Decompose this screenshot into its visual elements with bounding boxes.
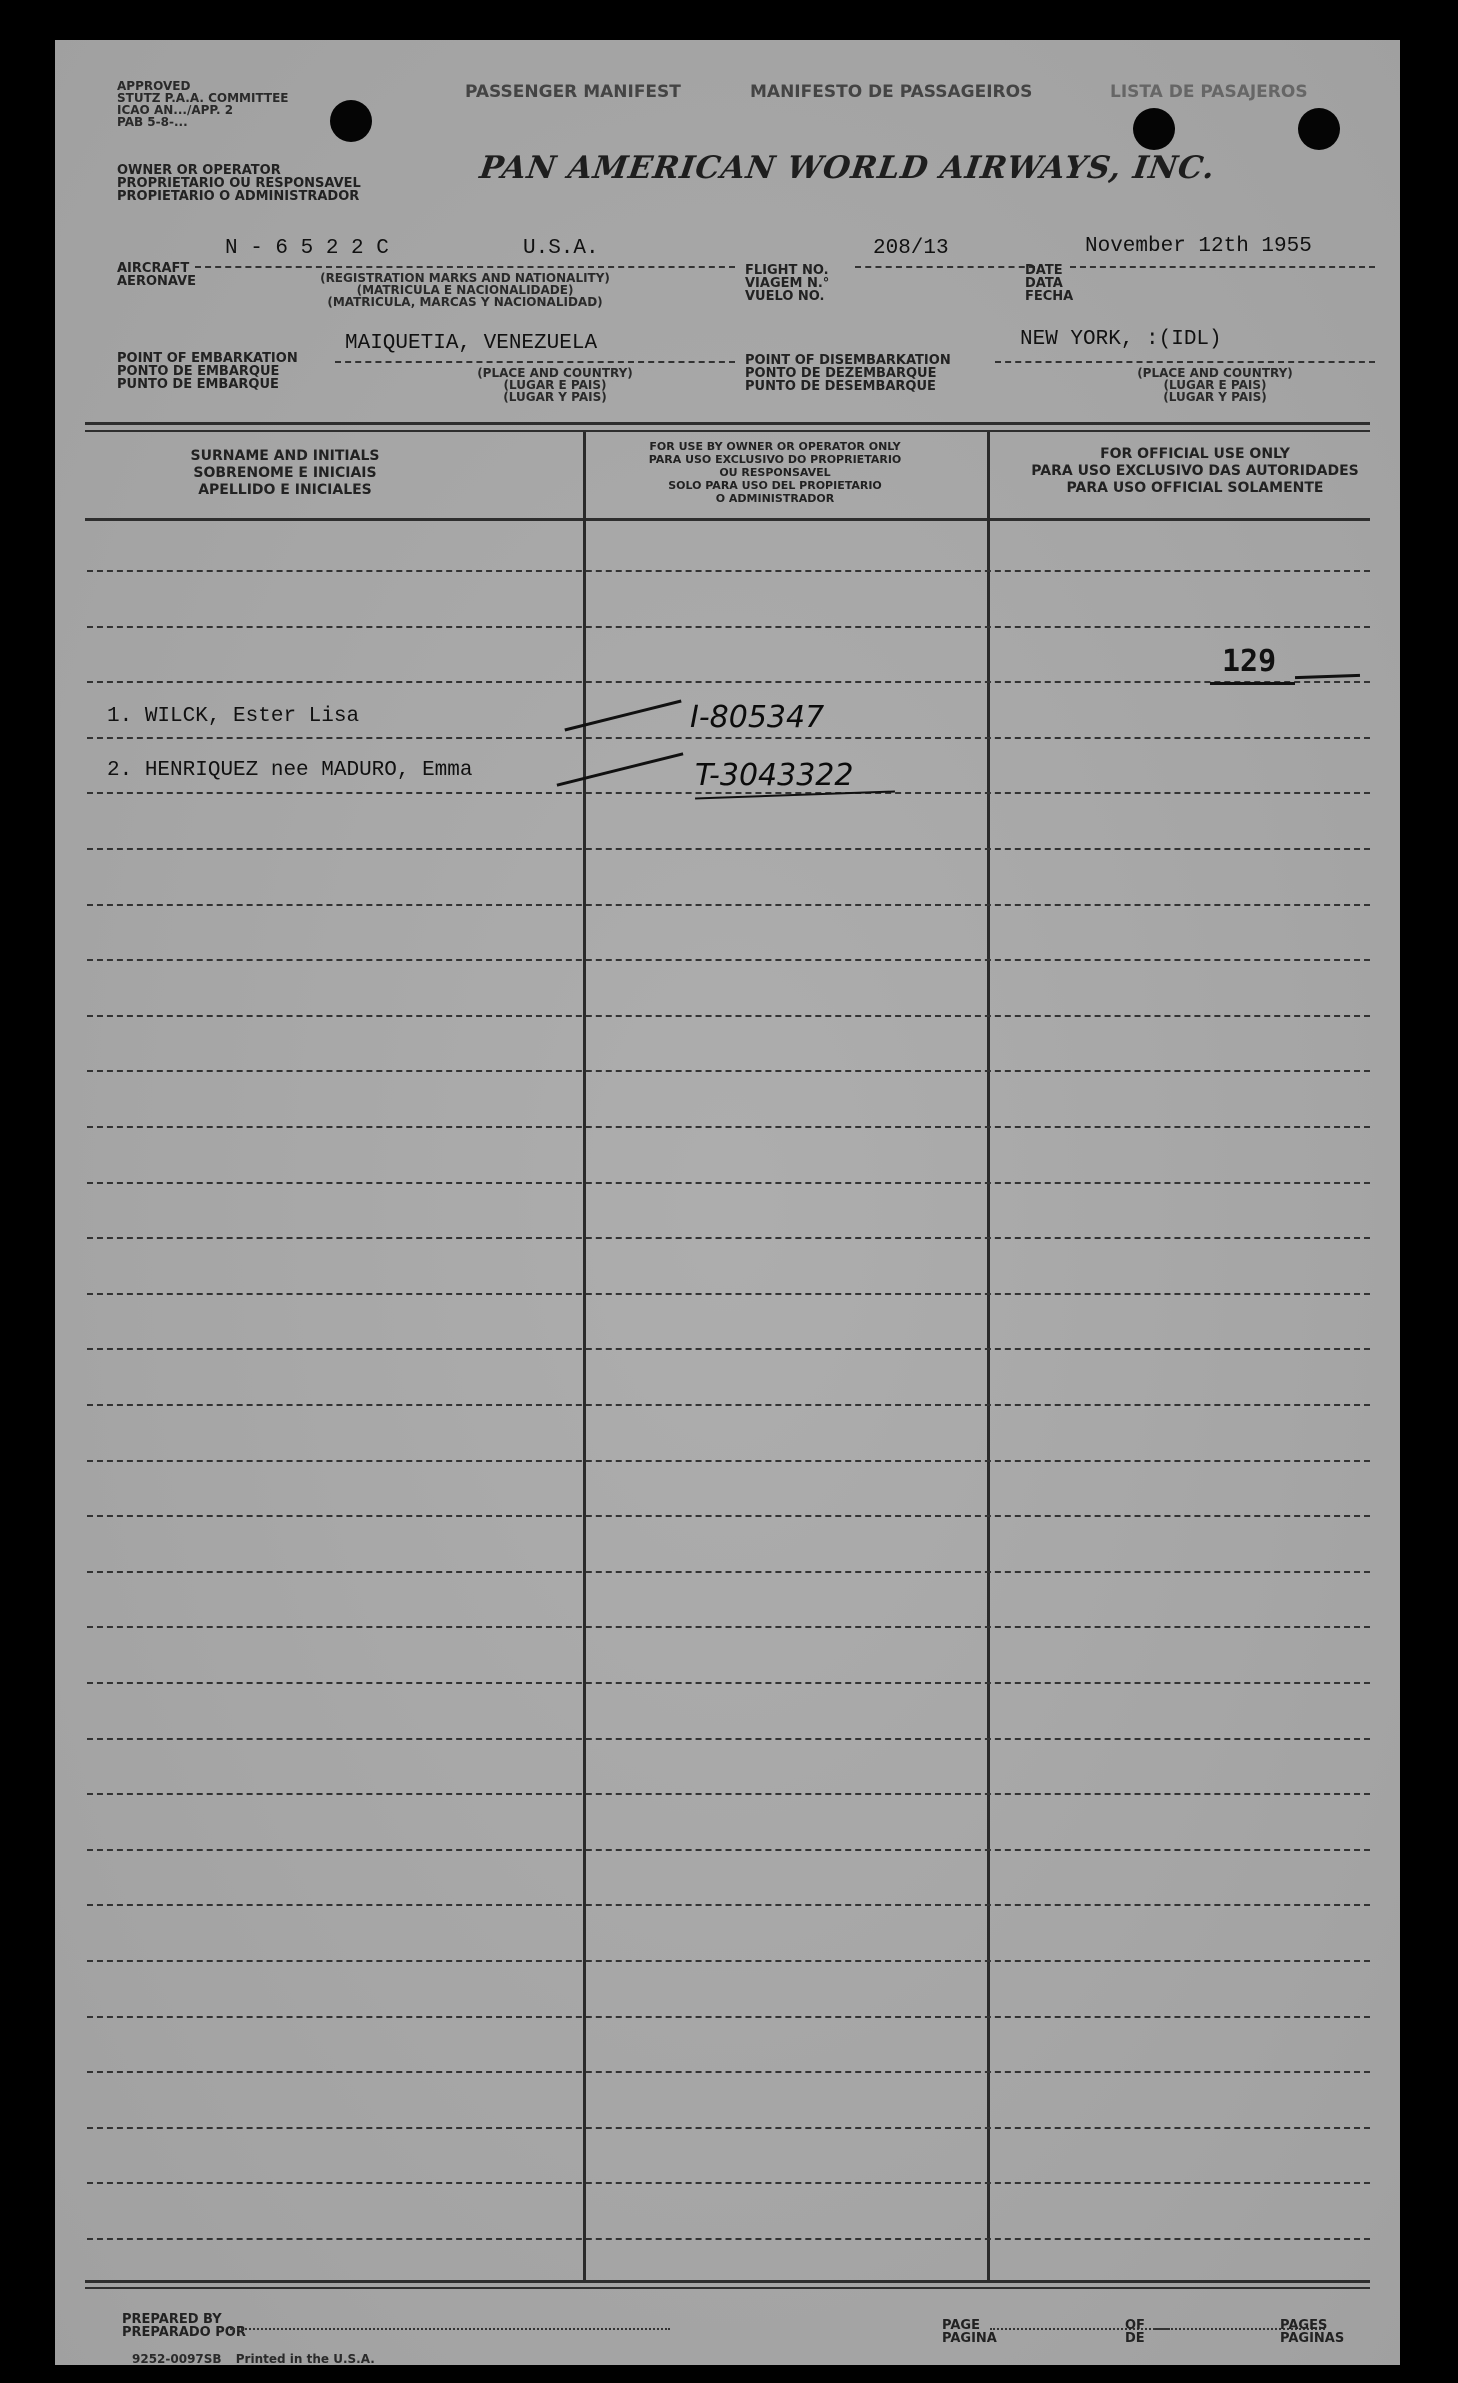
passenger-number: 1. bbox=[107, 705, 133, 728]
row-rule bbox=[87, 848, 1370, 850]
date-label-es: FECHA bbox=[1025, 289, 1074, 304]
header-line: SOLO PARA USO DEL PROPIETARIO bbox=[668, 479, 882, 492]
punch-hole bbox=[1133, 108, 1175, 150]
prepared-label-en: PREPARED BY bbox=[122, 2312, 222, 2327]
prepared-label-pt: PREPARADO POR bbox=[122, 2325, 246, 2340]
flight-label-es: VUELO NO. bbox=[745, 289, 825, 304]
embarkation-labels bbox=[117, 352, 298, 391]
of-label-pt: DE bbox=[1125, 2331, 1145, 2346]
check-stroke bbox=[557, 752, 684, 786]
flight-date: November 12th 1955 bbox=[1085, 235, 1312, 258]
date-label-pt: DATA bbox=[1025, 276, 1063, 291]
of-labels bbox=[1125, 2319, 1145, 2345]
row-rule bbox=[87, 1070, 1370, 1072]
caption: (LUGAR E PAIS) bbox=[503, 378, 607, 392]
row-rule bbox=[87, 1904, 1370, 1906]
form-code: 9252-0097SB bbox=[132, 2352, 222, 2366]
approval-stamp bbox=[117, 80, 289, 128]
disembarkation-place: NEW YORK, :(IDL) bbox=[1020, 328, 1222, 351]
disembarkation-labels bbox=[745, 354, 951, 393]
table-bottom-rule bbox=[85, 2280, 1370, 2283]
embarkation-label-pt: PONTO DE EMBARQUE bbox=[117, 364, 280, 379]
row-rule bbox=[87, 904, 1370, 906]
caption: (PLACE AND COUNTRY) bbox=[477, 366, 633, 380]
operator-label-en: OWNER OR OPERATOR bbox=[117, 163, 281, 178]
row-rule bbox=[87, 1126, 1370, 1128]
row-rule bbox=[87, 1626, 1370, 1628]
row-rule bbox=[87, 1015, 1370, 1017]
disembarkation-captions bbox=[1115, 367, 1315, 403]
row-rule bbox=[87, 1849, 1370, 1851]
approval-line: ICAO AN.../APP. 2 bbox=[117, 103, 234, 117]
column-header-official bbox=[985, 446, 1405, 497]
table-top-rule bbox=[85, 430, 1370, 432]
header-line: PARA USO EXCLUSIVO DO PROPRIETARIO bbox=[648, 453, 902, 466]
date-underline bbox=[1070, 266, 1375, 268]
operator-labels bbox=[117, 164, 361, 203]
header-line: PARA USO EXCLUSIVO DAS AUTORIDADES bbox=[1031, 463, 1359, 479]
row-rule bbox=[87, 1404, 1370, 1406]
row-rule bbox=[87, 1237, 1370, 1239]
row-rule bbox=[87, 626, 1370, 628]
header-line: APELLIDO E INICIALES bbox=[198, 482, 372, 498]
title-spanish: LISTA DE PASAJEROS bbox=[1110, 82, 1308, 102]
pages-label-pt: PAGINAS bbox=[1280, 2331, 1345, 2346]
header-line: FOR OFFICIAL USE ONLY bbox=[1100, 446, 1290, 462]
flight-number: 208/13 bbox=[873, 237, 949, 260]
column-header-name bbox=[135, 448, 435, 499]
row-rule bbox=[87, 681, 1370, 683]
caption: (LUGAR Y PAIS) bbox=[503, 390, 607, 404]
passenger-reference: T-3043322 bbox=[695, 758, 854, 793]
column-divider bbox=[583, 432, 586, 2282]
table-bottom-rule bbox=[85, 2287, 1370, 2289]
caption: (LUGAR E PAIS) bbox=[1163, 378, 1267, 392]
aircraft-nationality: U.S.A. bbox=[523, 237, 599, 260]
disembarkation-underline bbox=[995, 361, 1375, 363]
title-english: PASSENGER MANIFEST bbox=[465, 82, 681, 102]
punch-hole bbox=[1298, 108, 1340, 150]
pages-labels bbox=[1280, 2319, 1344, 2345]
aircraft-captions bbox=[305, 272, 625, 308]
column-header-operator bbox=[585, 440, 965, 505]
embarkation-underline bbox=[335, 361, 735, 363]
approval-line: APPROVED bbox=[117, 79, 191, 93]
aircraft-label-pt: AERONAVE bbox=[117, 274, 197, 289]
prepared-by-labels bbox=[122, 2313, 246, 2339]
row-rule bbox=[87, 1793, 1370, 1795]
row-rule bbox=[87, 2071, 1370, 2073]
form-number bbox=[132, 2353, 375, 2365]
disembarkation-label-pt: PONTO DE DEZEMBARQUE bbox=[745, 366, 937, 381]
count-tail bbox=[1295, 674, 1360, 679]
caption: (PLACE AND COUNTRY) bbox=[1137, 366, 1293, 380]
table-top-rule bbox=[85, 422, 1370, 425]
row-rule bbox=[87, 1515, 1370, 1517]
row-rule bbox=[87, 1460, 1370, 1462]
passenger-name: HENRIQUEZ nee MADURO, Emma bbox=[144, 759, 473, 782]
row-rule bbox=[87, 2238, 1370, 2240]
punch-hole bbox=[330, 100, 372, 142]
row-rule bbox=[87, 2127, 1370, 2129]
approval-line: PAB 5-8-... bbox=[117, 115, 188, 129]
aircraft-label-en: AIRCRAFT bbox=[117, 261, 190, 276]
date-label-en: DATE bbox=[1025, 263, 1063, 278]
check-stroke bbox=[564, 700, 681, 732]
caption: (MATRICULA E NACIONALIDADE) bbox=[356, 283, 574, 297]
row-rule bbox=[87, 570, 1370, 572]
aircraft-registration: N - 6 5 2 2 C bbox=[225, 237, 389, 260]
header-line: OU RESPONSAVEL bbox=[719, 466, 831, 479]
pages-label-en: PAGES bbox=[1280, 2318, 1328, 2333]
caption: (LUGAR Y PAIS) bbox=[1163, 390, 1267, 404]
header-line: PARA USO OFFICIAL SOLAMENTE bbox=[1066, 480, 1324, 496]
approval-line: STUTZ P.A.A. COMMITTEE bbox=[117, 91, 289, 105]
header-line: FOR USE BY OWNER OR OPERATOR ONLY bbox=[649, 440, 901, 453]
header-bottom-rule bbox=[85, 518, 1370, 521]
aircraft-underline bbox=[195, 266, 735, 268]
embarkation-label-es: PUNTO DE EMBARQUE bbox=[117, 377, 279, 392]
of-label-en: OF bbox=[1125, 2318, 1145, 2333]
manifest-page bbox=[55, 40, 1400, 2365]
operator-name: PAN AMERICAN WORLD AIRWAYS, INC. bbox=[477, 150, 1218, 186]
row-rule bbox=[87, 1738, 1370, 1740]
row-rule bbox=[87, 2016, 1370, 2018]
row-rule bbox=[87, 1293, 1370, 1295]
row-rule bbox=[87, 2182, 1370, 2184]
row-rule bbox=[87, 1571, 1370, 1573]
date-labels bbox=[1025, 264, 1073, 303]
passenger-number: 2. bbox=[107, 759, 133, 782]
header-line: SOBRENOME E INICIAIS bbox=[193, 465, 377, 481]
row-rule bbox=[87, 1348, 1370, 1350]
row-rule bbox=[87, 959, 1370, 961]
flight-label-pt: VIAGEM N.° bbox=[745, 276, 830, 291]
page-label-en: PAGE bbox=[942, 2318, 980, 2333]
header-line: SURNAME AND INITIALS bbox=[190, 448, 380, 464]
header-line: O ADMINISTRADOR bbox=[715, 492, 835, 505]
disembarkation-label-en: POINT OF DISEMBARKATION bbox=[745, 353, 951, 368]
flight-labels bbox=[745, 264, 829, 303]
caption: (MATRICULA, MARCAS Y NACIONALIDAD) bbox=[327, 295, 603, 309]
operator-label-pt: PROPRIETARIO OU RESPONSAVEL bbox=[117, 176, 361, 191]
flight-underline bbox=[855, 266, 1035, 268]
passenger-reference: I-805347 bbox=[690, 700, 825, 735]
column-divider bbox=[987, 432, 990, 2282]
printed-note: Printed in the U.S.A. bbox=[235, 2352, 375, 2366]
count-underline bbox=[1210, 682, 1295, 685]
operator-label-es: PROPIETARIO O ADMINISTRADOR bbox=[117, 189, 360, 204]
aircraft-labels bbox=[117, 262, 196, 288]
passenger-row-2 bbox=[107, 759, 472, 782]
row-rule bbox=[87, 1960, 1370, 1962]
caption: (REGISTRATION MARKS AND NATIONALITY) bbox=[320, 271, 610, 285]
passenger-count-note: 129 bbox=[1222, 644, 1277, 679]
passenger-row-1 bbox=[107, 705, 359, 728]
prepared-underline bbox=[230, 2328, 670, 2330]
embarkation-captions bbox=[455, 367, 655, 403]
title-portuguese: MANIFESTO DE PASSAGEIROS bbox=[750, 82, 1033, 102]
embarkation-place: MAIQUETIA, VENEZUELA bbox=[345, 332, 598, 355]
row-rule bbox=[87, 1182, 1370, 1184]
row-rule bbox=[87, 1682, 1370, 1684]
row-rule bbox=[87, 737, 1370, 739]
page-label-pt: PAGINA bbox=[942, 2331, 997, 2346]
flight-label-en: FLIGHT NO. bbox=[745, 263, 829, 278]
page-labels bbox=[942, 2319, 997, 2345]
embarkation-label-en: POINT OF EMBARKATION bbox=[117, 351, 298, 366]
passenger-name: WILCK, Ester Lisa bbox=[144, 705, 360, 728]
disembarkation-label-es: PUNTO DE DESEMBARQUE bbox=[745, 379, 936, 394]
